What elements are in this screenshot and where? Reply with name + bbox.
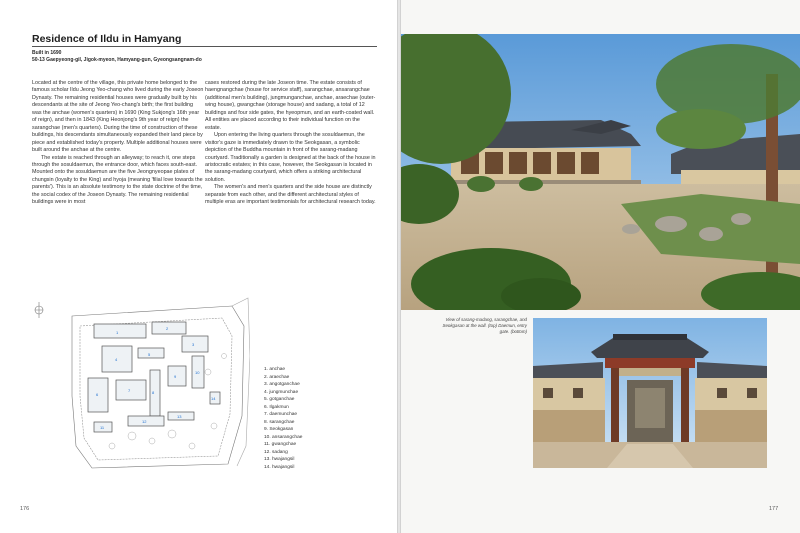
plan-label: 11	[100, 425, 105, 430]
legend-item: 4. jungmunchae	[264, 389, 299, 395]
legend-item: 8. sarangchae	[264, 419, 295, 425]
left-page	[0, 0, 397, 533]
paragraph: Upon entering the living quarters through the sosuldaemun, the visitor's gaze is immediately drawn to the Seokgasan, a symbolic depiction of the Buddha mountain in front of the sarang-madang courtyard. Traditionally a garden is designed at the back of the house in aristocratic estates; in this case, however, the Seokgasan is located in the sarang-madang courtyard, which offers a striking architectural solution.	[205, 132, 376, 183]
plan-label: 12	[142, 419, 147, 424]
courtyard-photo	[401, 34, 800, 310]
plan-label: 9	[174, 374, 177, 379]
plan-label: 6	[96, 392, 99, 397]
paragraph: The estate is reached through an alleyway; to reach it, one steps through the sosuldaemun, the entrance door, which faces south-east. Mounted onto the sosuldaemun are the five Jeongnyeopae plates of chungsin (loyalty to the King) and hyoja (meaning 'filial love towards the parents'). This is an absolute testimony to the state doctrine of the time, the social codex of the Joseon Dynasty. The remaining residential buildings were in most	[32, 154, 203, 206]
paragraph: cases restored during the late Joseon time. The estate consists of haengnangchae (house for service staff), sarangchae, ansarangchae (additional men's building), jungmunganchae, anchae, araechae (outer-wing house), gwangchae (storage house) and sadang, a total of 12 buildings and four side gates, the hyeopmun, and an earth-coated wall. All entities are placed according to their individual function on the estate.	[205, 80, 376, 131]
page-number-left: 176	[20, 506, 30, 512]
title-divider	[32, 46, 377, 47]
text-column-2	[205, 80, 377, 207]
plan-label: 2	[166, 326, 169, 331]
legend-item: 2. araechae	[264, 374, 290, 380]
plan-label: 10	[195, 370, 200, 375]
legend-item: 11. gwangchae	[264, 442, 297, 447]
legend-item: 1. anchae	[264, 367, 286, 372]
photo-caption: View of sarang-madang, sarangchae, and Seokgasan at the wall. (top) Daemun, entry gate. (bottom)	[442, 317, 527, 334]
legend-item: 13. hwajangsil	[264, 457, 295, 462]
page-number-right: 177	[769, 506, 779, 512]
legend-item: 12. sadang	[264, 449, 288, 455]
plan-label: 8	[152, 390, 155, 395]
text-column-1	[32, 80, 204, 207]
plan-label: 13	[177, 414, 182, 419]
plan-label: 1	[116, 330, 119, 335]
plan-label: 5	[148, 352, 151, 357]
paragraph: Located at the centre of the village, this private home belonged to the famous scholar Ildu Jeong Yeo-chang who lived during the early Joseon Dynasty. The remaining residential houses were gradually built by his descendants at the site of Jeong Yeo-chang's birth; the first building was the anchae (women's quarters) in 1690 (King Sukjong's 16th year of reign), and then in 1843 (King Heonjong's 9th year of reign) the sarangchae (men's quarters). During the time of construction of these buildings, his descendants simultaneously expanded their land piece by piece and established today's property. Multiple additional houses were built around the anchae at the centre.	[32, 80, 204, 154]
legend-item: 14. hwajangsil	[264, 464, 295, 470]
plan-legend	[264, 366, 302, 471]
legend-item: 7. daemunchae	[264, 412, 298, 417]
built-year: Built in 1690	[32, 50, 62, 56]
legend-item: 6. Ilgakmun	[264, 404, 289, 410]
address: 50-13 Gaepyeong-gil, Jigok-myeon, Hamyang-gun, Gyeongsangnam-do	[32, 57, 202, 63]
legend-item: 10. ansarangchae	[264, 434, 303, 440]
page-title: Residence of Ildu in Hamyang	[32, 33, 182, 45]
plan-label: 3	[192, 342, 195, 347]
site-plan-drawing	[32, 296, 250, 471]
plan-label: 14	[211, 396, 216, 401]
paragraph: The women's and men's quarters and the side house are distinctly separate from each other, and the different architectural styles of multiple eras are important testimonials for architectural research today.	[205, 184, 376, 206]
plan-label: 4	[115, 357, 118, 362]
legend-item: 5. gotganchae	[264, 397, 295, 402]
plan-label: 7	[128, 388, 131, 393]
gate-photo	[533, 318, 767, 468]
legend-item: 9. Seokgasan	[264, 427, 294, 432]
legend-item: 3. angotganchae	[264, 382, 300, 387]
